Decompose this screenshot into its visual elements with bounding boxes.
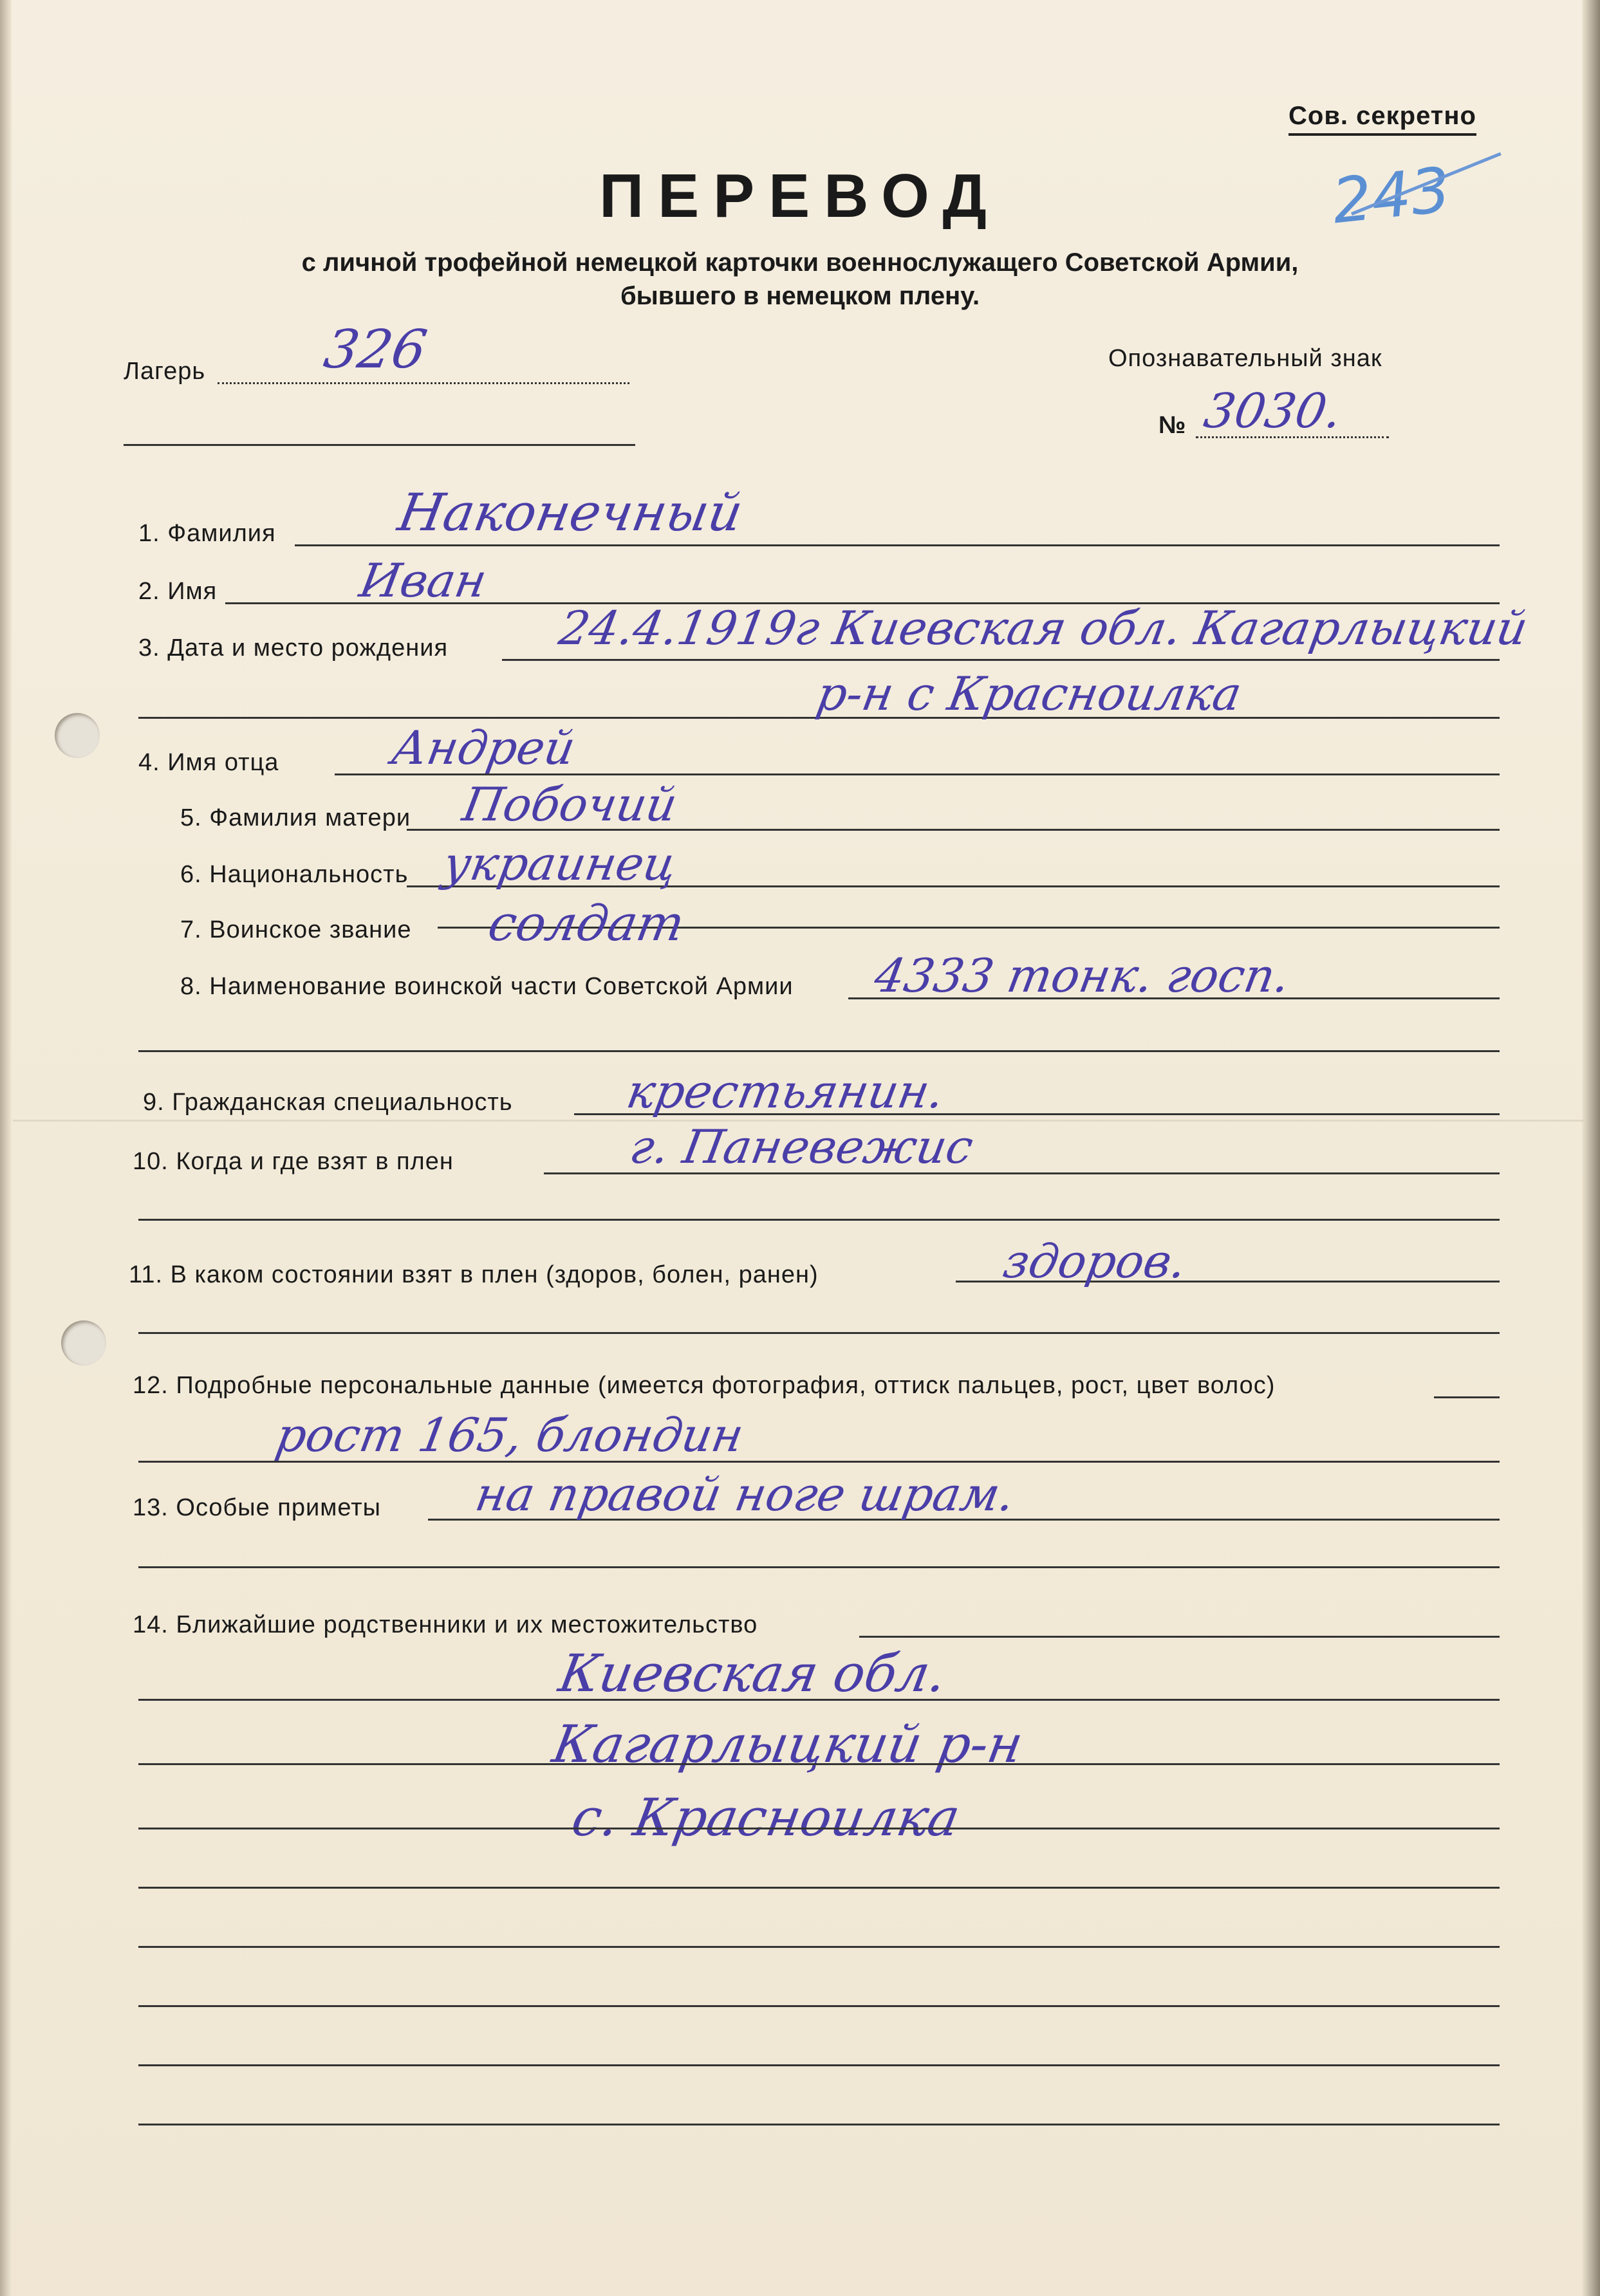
relatives-line-2 (138, 1763, 1500, 1765)
paper-edge-left (0, 0, 12, 2296)
field-surname-line (295, 544, 1500, 546)
field-birth-value-2: р-н с Красноилка (812, 667, 1246, 721)
relatives-line-3 (138, 1828, 1500, 1829)
field-relatives-value-2: Кагарлыцкий р-н (548, 1714, 1028, 1774)
field-marks-value: на правой ноге шрам. (471, 1467, 1019, 1521)
field-relatives-value-3: с. Красноилка (567, 1788, 965, 1847)
camp-value: 326 (319, 319, 431, 380)
field-capture-value: г. Паневежис (626, 1120, 978, 1174)
field-name-label: 2. Имя (138, 578, 218, 605)
field-unit-value: 4333 тонк. госп. (870, 949, 1294, 1003)
field-birth-value: 24.4.1919г Киевская обл. Кагарлыцкий (555, 601, 1532, 655)
field-rank-label: 7. Воинское звание (180, 916, 412, 943)
field-condition-label: 11. В каком состоянии взят в плен (здоров, болен, ранен) (129, 1261, 819, 1288)
field-unit-line-2 (138, 1050, 1500, 1052)
field-father-label: 4. Имя отца (138, 749, 279, 776)
field-birth-line (502, 659, 1500, 661)
punch-hole-top (55, 713, 100, 758)
subtitle-line-2: бывшего в немецком плену. (620, 282, 980, 310)
field-personal-value: рост 165, блондин (272, 1408, 748, 1462)
field-mother-value: Побочий (458, 777, 682, 831)
field-birth-label: 3. Дата и место рождения (138, 634, 449, 662)
field-condition-line-2 (138, 1332, 1500, 1334)
page-subtitle (0, 246, 1600, 313)
camp-label: Лагерь (124, 358, 206, 385)
field-relatives-label: 14. Ближайшие родственники и их местожительство (133, 1611, 758, 1638)
camp-line (218, 382, 629, 384)
field-capture-label: 10. Когда и где взят в плен (133, 1148, 454, 1175)
id-tag-label: Опознавательный знак (1108, 345, 1382, 372)
field-father-value: Андрей (387, 721, 580, 775)
field-mother-label: 5. Фамилия матери (180, 804, 411, 831)
field-unit-label: 8. Наименование воинской части Советской Армии (180, 973, 794, 1000)
field-marks-label: 13. Особые приметы (133, 1494, 381, 1521)
field-capture-line-2 (138, 1219, 1500, 1221)
field-relatives-line (859, 1636, 1500, 1638)
paper-edge-right (1582, 0, 1600, 2296)
page-title: ПЕРЕВОД (599, 162, 1001, 230)
field-profession-value: крестьянин. (622, 1064, 949, 1118)
id-tag-value: 3030. (1200, 384, 1346, 439)
punch-hole-bottom (61, 1320, 106, 1366)
relatives-line-5 (138, 1946, 1500, 1948)
field-surname-value: Наконечный (393, 483, 747, 542)
field-condition-value: здоров. (999, 1234, 1191, 1288)
secret-label: Сов. секретно (1288, 102, 1476, 136)
relatives-line-6 (138, 2005, 1500, 2007)
field-name-value: Иван (355, 553, 491, 607)
camp-extra-line (124, 444, 635, 446)
archive-number: 243 (1328, 153, 1454, 238)
id-tag-no-label: № (1158, 412, 1187, 439)
field-relatives-value-1: Киевская обл. (554, 1643, 951, 1703)
field-profession-label: 9. Гражданская специальность (143, 1089, 513, 1116)
relatives-line-4 (138, 1887, 1500, 1889)
relatives-line-8 (138, 2124, 1500, 2125)
relatives-line-1 (138, 1699, 1500, 1701)
field-personal-label: 12. Подробные персональные данные (имеется фотография, оттиск пальцев, рост, цвет волос) (133, 1372, 1276, 1399)
field-rank-value: солдат (484, 894, 689, 952)
field-personal-line (1434, 1396, 1500, 1398)
relatives-line-7 (138, 2064, 1500, 2066)
field-surname-label: 1. Фамилия (138, 520, 276, 547)
field-marks-line-2 (138, 1566, 1500, 1568)
field-nationality-value: украинец (439, 837, 681, 891)
subtitle-line-1: с личной трофейной немецкой карточки военнослужащего Советской Армии, (301, 248, 1299, 277)
field-nationality-label: 6. Национальность (180, 861, 409, 888)
